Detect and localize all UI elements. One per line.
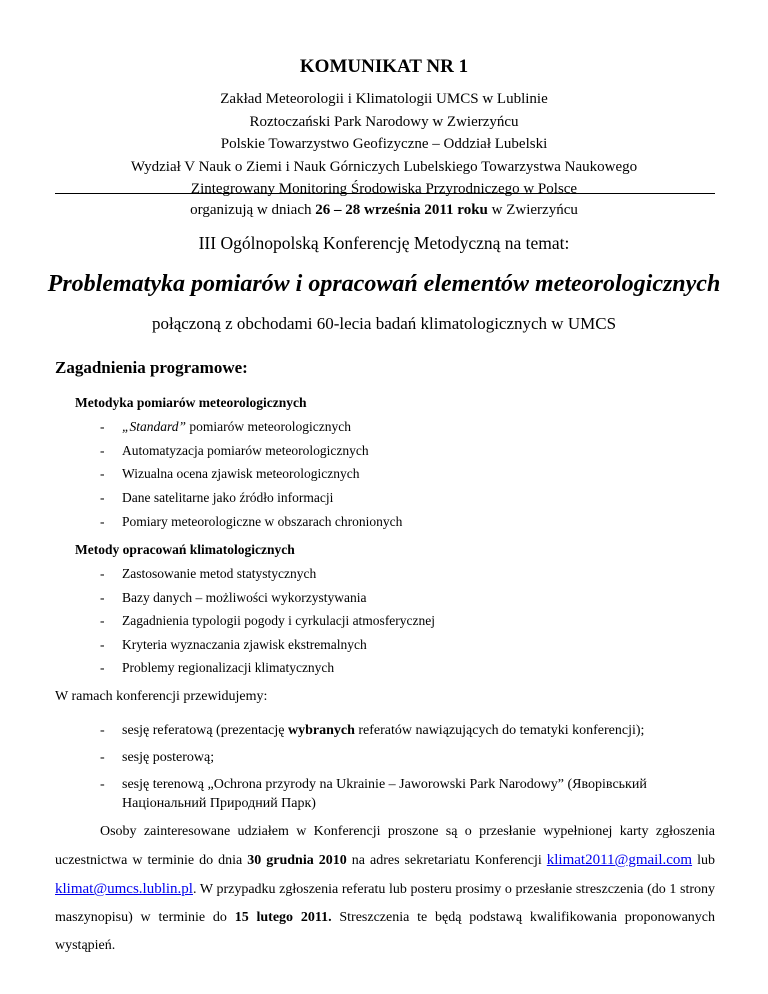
list-item: [100, 514, 402, 530]
organizers-list: [0, 88, 768, 201]
paragraph-text: Osoby zainteresowane udziałem w Konferencji proszone są o przesłanie wypełnionej karty zgłoszenia uczestnictwa w terminie do dnia: [55, 824, 715, 868]
conference-main-title: Problematyka pomiarów i opracowań elementów meteorologicznych: [47, 271, 721, 297]
list-item-text: Dane satelitarne jako źródło informacji: [122, 490, 334, 505]
standard-italic: „Standard”: [122, 419, 187, 434]
organize-line: [0, 202, 768, 219]
list-item-text: Zastosowanie metod statystycznych: [122, 566, 317, 581]
plan-item-text: sesję terenową „Ochrona przyrody na Ukrainie – Jaworowski Park Narodowy” (Яворівський Національний Природний Парк): [122, 777, 647, 811]
horizontal-divider: [55, 193, 715, 194]
list-dash: -: [100, 613, 105, 628]
paragraph-text: . W przypadku zgłoszenia referatu lub posteru prosimy o przesłanie streszczenia (do 1 strony maszynopisu) w terminie do: [55, 882, 715, 925]
list-dash: -: [100, 490, 105, 505]
list-item: [100, 660, 334, 676]
communique-title: KOMUNIKAT NR 1: [299, 56, 469, 77]
list-dash: -: [100, 637, 105, 652]
list-item-text: Kryteria wyznaczania zjawisk ekstremalnych: [122, 637, 367, 652]
list-item: [100, 490, 333, 506]
list-dash: -: [100, 750, 105, 765]
list-dash: -: [100, 777, 105, 792]
list-dash: -: [100, 514, 105, 529]
paragraph-text: Streszczenia te będą podstawą kwalifikowania proponowanych wystąpień.: [55, 910, 715, 953]
organize-prefix: organizują w dniach: [190, 202, 316, 218]
list-dash: -: [100, 466, 105, 481]
list-dash: -: [100, 660, 105, 675]
deadline-2: 15 lutego 2011.: [234, 910, 332, 925]
registration-paragraph: [55, 818, 715, 960]
list-dash: -: [100, 590, 105, 605]
conference-dates: 26 – 28 września 2011 roku: [315, 202, 488, 218]
plan-item: [100, 748, 720, 767]
conference-subtitle: połączoną z obchodami 60-lecia badań klimatologicznych w UMCS: [151, 314, 617, 333]
organizer-line: Roztoczański Park Narodowy w Zwierzyńcu: [249, 113, 519, 130]
list-dash: -: [100, 443, 105, 458]
list-item: [100, 613, 435, 629]
plan-text-part: referatów nawiązujących do tematyki konferencji);: [354, 723, 645, 738]
plan-item: [100, 775, 720, 813]
conference-line: III Ogólnopolską Konferencję Metodyczną na temat:: [198, 233, 570, 253]
paragraph-text: na adres sekretariatu Konferencji: [346, 853, 547, 868]
organize-suffix: w Zwierzyńcu: [487, 202, 578, 218]
email-link-1[interactable]: klimat2011@gmail.com: [546, 852, 693, 868]
list-item-text: Bazy danych – możliwości wykorzystywania: [122, 590, 367, 605]
list-item-text: Zagadnienia typologii pogody i cyrkulacji atmosferycznej: [122, 613, 436, 628]
email-link-2[interactable]: klimat@umcs.lublin.pl: [55, 881, 193, 897]
plan-text-bold: wybranych: [287, 723, 355, 738]
list-dash: -: [100, 566, 105, 581]
list-dash: -: [100, 419, 105, 434]
organizer-line: Polskie Towarzystwo Geofizyczne – Oddział Lubelski: [220, 136, 548, 152]
list-item-text: pomiarów meteorologicznych: [186, 419, 351, 434]
group-heading: Metody opracowań klimatologicznych: [75, 542, 295, 557]
deadline-1: 30 grudnia 2010: [247, 853, 347, 868]
list-item: [100, 466, 359, 482]
program-heading: Zagadnienia programowe:: [55, 358, 248, 377]
organizer-line: Zintegrowany Monitoring Środowiska Przyrodniczego w Polsce: [190, 181, 578, 197]
list-item: [100, 443, 369, 459]
plan-text-part: sesję referatową (prezentację: [122, 723, 288, 738]
plan-item-text: sesję posterową;: [122, 750, 215, 765]
list-dash: -: [100, 723, 105, 738]
organizer-line: Wydział V Nauk o Ziemi i Nauk Górniczych Lubelskiego Towarzystwa Naukowego: [130, 158, 638, 175]
plan-item: [100, 721, 720, 740]
list-item: [100, 637, 367, 653]
list-item-text: Problemy regionalizacji klimatycznych: [122, 660, 335, 675]
list-item: [100, 590, 366, 606]
list-item-text: Pomiary meteorologiczne w obszarach chronionych: [122, 514, 403, 529]
paragraph-text: lub: [692, 853, 715, 868]
list-item: [100, 419, 351, 435]
plans-intro: W ramach konferencji przewidujemy:: [55, 689, 268, 704]
organizer-line: Zakład Meteorologii i Klimatologii UMCS w Lublinie: [220, 91, 548, 107]
plan-item-text: [122, 721, 720, 740]
list-item: [100, 566, 316, 582]
group-heading: Metodyka pomiarów meteorologicznych: [75, 395, 307, 410]
list-item-text: Automatyzacja pomiarów meteorologicznych: [122, 443, 369, 458]
list-item-text: Wizualna ocena zjawisk meteorologicznych: [122, 466, 360, 481]
